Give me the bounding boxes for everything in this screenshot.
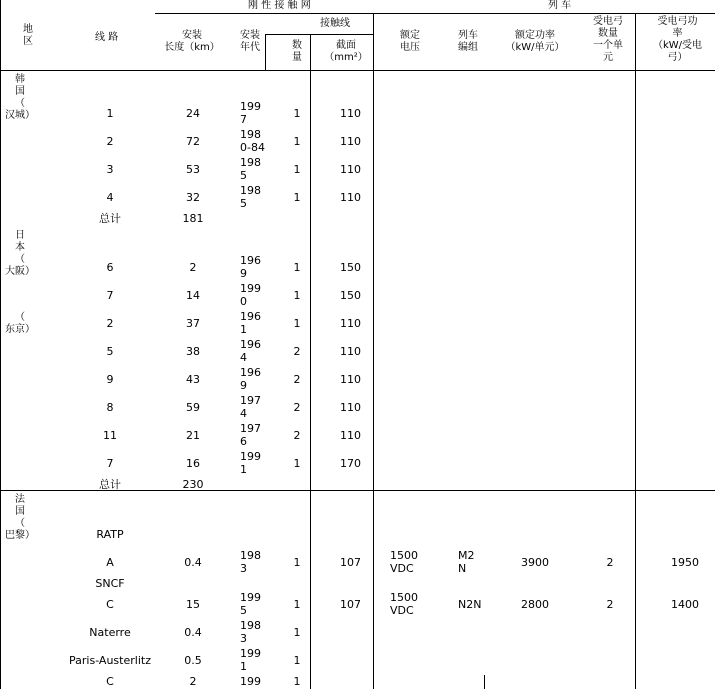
cell-year: 197 4 — [240, 394, 261, 420]
cell-year: 196 1 — [240, 310, 261, 336]
cell-count: 2 — [293, 401, 301, 414]
cell-panto-count: 2 — [606, 598, 614, 611]
header-pantograph-count: 受电弓 数量 一个单 元 — [593, 16, 623, 63]
cell-year: 198 5 — [240, 184, 261, 210]
cell-section: 110 — [340, 401, 361, 414]
cell-length: 32 — [186, 191, 200, 204]
header-contact-wire: 接触线 — [320, 18, 350, 29]
cell-section: 110 — [340, 429, 361, 442]
cell-power: 2800 — [521, 598, 549, 611]
cell-line-total: 总计 — [99, 478, 121, 491]
cell-length: 2 — [189, 675, 197, 688]
cell-line: 3 — [106, 163, 114, 176]
cell-line-total: 总计 — [99, 212, 121, 225]
cell-length: 2 — [189, 261, 197, 274]
cell-line: 6 — [106, 261, 114, 274]
cell-count: 1 — [293, 598, 301, 611]
cell-length: 59 — [186, 401, 200, 414]
cell-formation: M2 N — [458, 549, 475, 575]
cell-panto-power: 1950 — [671, 556, 699, 569]
region-france: 法 国 （ 巴黎） — [5, 494, 35, 541]
cell-length-total: 230 — [182, 478, 204, 491]
cell-section: 150 — [340, 289, 361, 302]
cell-line: 8 — [106, 401, 114, 414]
header-pantograph-power: 受电弓功 率 （kW/受电 弓） — [652, 16, 703, 63]
cell-count: 1 — [293, 654, 301, 667]
cell-year: 197 6 — [240, 422, 261, 448]
cell-line: 7 — [106, 457, 114, 470]
cell-line: C — [106, 675, 114, 688]
cell-section: 110 — [340, 163, 361, 176]
cell-length-total: 181 — [182, 212, 204, 225]
cell-line: C — [106, 598, 114, 611]
cell-length: 38 — [186, 345, 200, 358]
cell-formation: N2N — [458, 598, 482, 611]
cell-line: 2 — [106, 135, 114, 148]
header-length: 安装 长度（km） — [164, 30, 220, 53]
cell-voltage: 1500 VDC — [390, 591, 418, 617]
cell-length: 0.4 — [184, 556, 202, 569]
cell-count: 1 — [293, 135, 301, 148]
cell-year: 198 0-84 — [240, 128, 265, 154]
header-formation: 列车 编组 — [458, 30, 478, 53]
cell-year: 196 4 — [240, 338, 261, 364]
cell-operator: SNCF — [95, 577, 125, 590]
rule-v-panto — [635, 13, 636, 689]
cell-line: 9 — [106, 373, 114, 386]
cell-line: 4 — [106, 191, 114, 204]
rule-v-train — [373, 13, 374, 689]
cell-section: 110 — [340, 191, 361, 204]
cell-section: 107 — [340, 598, 361, 611]
rule-v-mark — [484, 675, 485, 689]
region-japan-tokyo: （ 东京） — [5, 312, 35, 335]
cell-line: 5 — [106, 345, 114, 358]
cell-year: 196 9 — [240, 366, 261, 392]
rule-header-bottom — [0, 70, 715, 71]
cell-count: 1 — [293, 261, 301, 274]
cell-power: 3900 — [521, 556, 549, 569]
cell-year: 196 9 — [240, 254, 261, 280]
cell-length: 24 — [186, 107, 200, 120]
header-voltage: 额定 电压 — [400, 30, 420, 53]
cell-length: 43 — [186, 373, 200, 386]
cell-length: 15 — [186, 598, 200, 611]
cell-year: 199 — [240, 675, 261, 688]
header-region: 地 区 — [23, 24, 33, 47]
cell-count: 1 — [293, 289, 301, 302]
cell-count: 1 — [293, 556, 301, 569]
cell-length: 0.4 — [184, 626, 202, 639]
cell-length: 53 — [186, 163, 200, 176]
cell-line: 7 — [106, 289, 114, 302]
cell-year: 199 1 — [240, 450, 261, 476]
cell-panto-count: 2 — [606, 556, 614, 569]
cell-count: 1 — [293, 675, 301, 688]
header-section: 截面 （mm²） — [324, 40, 368, 63]
cell-voltage: 1500 VDC — [390, 549, 418, 575]
cell-section: 150 — [340, 261, 361, 274]
cell-section: 107 — [340, 556, 361, 569]
cell-count: 2 — [293, 345, 301, 358]
cell-length: 72 — [186, 135, 200, 148]
cell-line: 2 — [106, 317, 114, 330]
region-japan-osaka: 日 本 （ 大阪） — [5, 230, 35, 277]
cell-line: 1 — [106, 107, 114, 120]
cell-line: A — [106, 556, 114, 569]
rule-top — [155, 13, 715, 14]
cell-length: 0.5 — [184, 654, 202, 667]
rule-v-section — [310, 34, 311, 689]
cell-section: 110 — [340, 135, 361, 148]
cell-length: 16 — [186, 457, 200, 470]
cell-line: 11 — [103, 429, 117, 442]
cell-line: Naterre — [89, 626, 131, 639]
rule-v-region — [0, 0, 1, 689]
cell-count: 1 — [293, 317, 301, 330]
cell-length: 21 — [186, 429, 200, 442]
cell-panto-power: 1400 — [671, 598, 699, 611]
cell-year: 199 7 — [240, 100, 261, 126]
header-rigid-group: 刚 性 接 触 网 — [248, 0, 311, 11]
cell-year: 199 1 — [240, 647, 261, 673]
cell-length: 37 — [186, 317, 200, 330]
cell-count: 1 — [293, 457, 301, 470]
cell-section: 170 — [340, 457, 361, 470]
cell-section: 110 — [340, 345, 361, 358]
cell-year: 198 5 — [240, 156, 261, 182]
header-count: 数 量 — [292, 40, 302, 63]
cell-line: Paris-Austerlitz — [69, 654, 151, 667]
cell-section: 110 — [340, 317, 361, 330]
cell-operator: RATP — [96, 528, 124, 541]
cell-length: 14 — [186, 289, 200, 302]
region-korea: 韩 国 （ 汉城） — [5, 74, 35, 121]
header-line: 线 路 — [95, 32, 119, 43]
cell-count: 2 — [293, 373, 301, 386]
cell-year: 199 0 — [240, 282, 261, 308]
rule-contact-wire — [265, 34, 373, 35]
cell-count: 1 — [293, 107, 301, 120]
cell-count: 1 — [293, 191, 301, 204]
header-power-unit: 额定功率 （kW/单元） — [505, 30, 565, 53]
cell-count: 1 — [293, 626, 301, 639]
cell-year: 199 5 — [240, 591, 261, 617]
cell-section: 110 — [340, 373, 361, 386]
header-train-group: 列 车 — [548, 0, 572, 11]
cell-section: 110 — [340, 107, 361, 120]
cell-year: 198 3 — [240, 619, 261, 645]
cell-year: 198 3 — [240, 549, 261, 575]
cell-count: 1 — [293, 163, 301, 176]
cell-count: 2 — [293, 429, 301, 442]
header-year: 安装 年代 — [240, 30, 260, 53]
